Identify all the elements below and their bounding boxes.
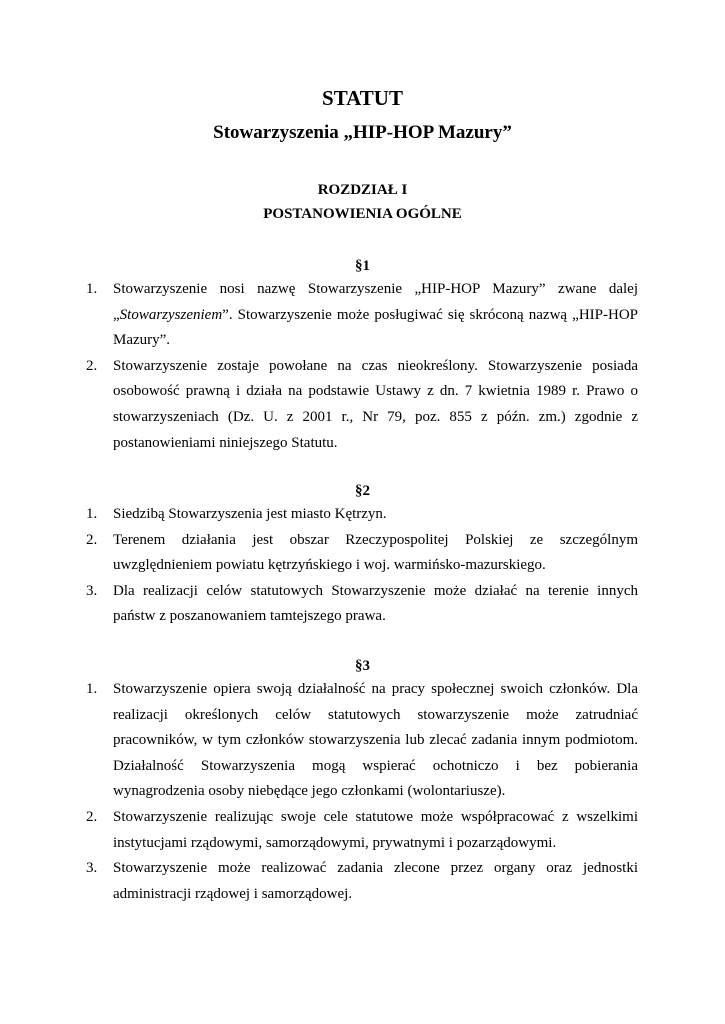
section-2-list xyxy=(86,502,638,630)
item-text: ”. Stowarzyszenie może posługiwać się skróconą nazwą „HIP-HOP Mazury”. xyxy=(113,306,638,349)
chapter-number: ROZDZIAŁ I xyxy=(317,182,408,198)
item-number: 2. xyxy=(86,531,98,548)
section-heading: §2 xyxy=(355,483,370,499)
item-text: Stowarzyszenie nosi nazwę Stowarzyszenie „HIP-HOP Mazury” zwane dalej „ xyxy=(113,281,638,323)
list-item xyxy=(86,277,638,354)
item-text: Stowarzyszenie opiera swoją działalność na pracy społecznej swoich członków. Dla realizacji określonych celów statutowych stowarzyszenie może zatrudniać pracowników, w tym członków stowarzyszenia lub zlecać zadania innym podmiotom. Działalność Stowarzyszenia mogą wspierać ochotniczo i bez pobierania wynagrodzenia osoby niebędące jego członkami (wolontariusze). xyxy=(113,681,638,800)
item-number: 3. xyxy=(86,582,98,599)
list-item xyxy=(86,502,638,528)
item-text: Stowarzyszenie zostaje powołane na czas nieokreślony. Stowarzyszenie posiada osobowość prawną i działa na podstawie Ustawy z dn. 7 kwietnia 1989 r. Prawo o stowarzyszeniach (Dz. U. z 2001 r., Nr 79, poz. 855 z późn. zm.) zgodnie z postanowieniami niniejszego Statutu. xyxy=(113,357,638,451)
list-item xyxy=(86,856,638,907)
section-3-list xyxy=(86,677,638,907)
item-text: Terenem działania jest obszar Rzeczypospolitej Polskiej ze szczególnym uwzględnieniem powiatu kętrzyńskiego i woj. warmińsko-mazurskiego. xyxy=(113,531,638,574)
item-text: Dla realizacji celów statutowych Stowarzyszenie może działać na terenie innych państw z poszanowaniem tamtejszego prawa. xyxy=(113,582,638,625)
section-heading: §1 xyxy=(355,258,370,274)
item-number: 2. xyxy=(86,357,98,374)
section-heading: §3 xyxy=(355,658,370,674)
document-subtitle: Stowarzyszenia „HIP-HOP Mazury” xyxy=(213,122,512,143)
list-item xyxy=(86,579,638,630)
item-number: 1. xyxy=(86,281,98,297)
item-text-italic: Stowarzyszeniem xyxy=(119,306,223,323)
item-number: 3. xyxy=(86,860,98,877)
item-number: 2. xyxy=(86,808,98,825)
item-number: 1. xyxy=(86,506,98,522)
list-item xyxy=(86,677,638,805)
item-text: Siedzibą Stowarzyszenia jest miasto Kętrzyn. xyxy=(113,506,387,522)
item-number: 1. xyxy=(86,681,98,697)
list-item xyxy=(86,805,638,856)
chapter-name: POSTANOWIENIA OGÓLNE xyxy=(263,206,462,222)
list-item xyxy=(86,528,638,579)
item-text: Stowarzyszenie realizując swoje cele statutowe może współpracować z wszelkimi instytucjami rządowymi, samorządowymi, prywatnymi i pozarządowymi. xyxy=(113,808,638,851)
document-title: STATUT xyxy=(322,86,403,110)
item-text: Stowarzyszenie może realizować zadania zlecone przez organy oraz jednostki administracji rządowej i samorządowej. xyxy=(113,860,638,902)
list-item xyxy=(86,354,638,456)
section-1-list xyxy=(86,277,638,456)
